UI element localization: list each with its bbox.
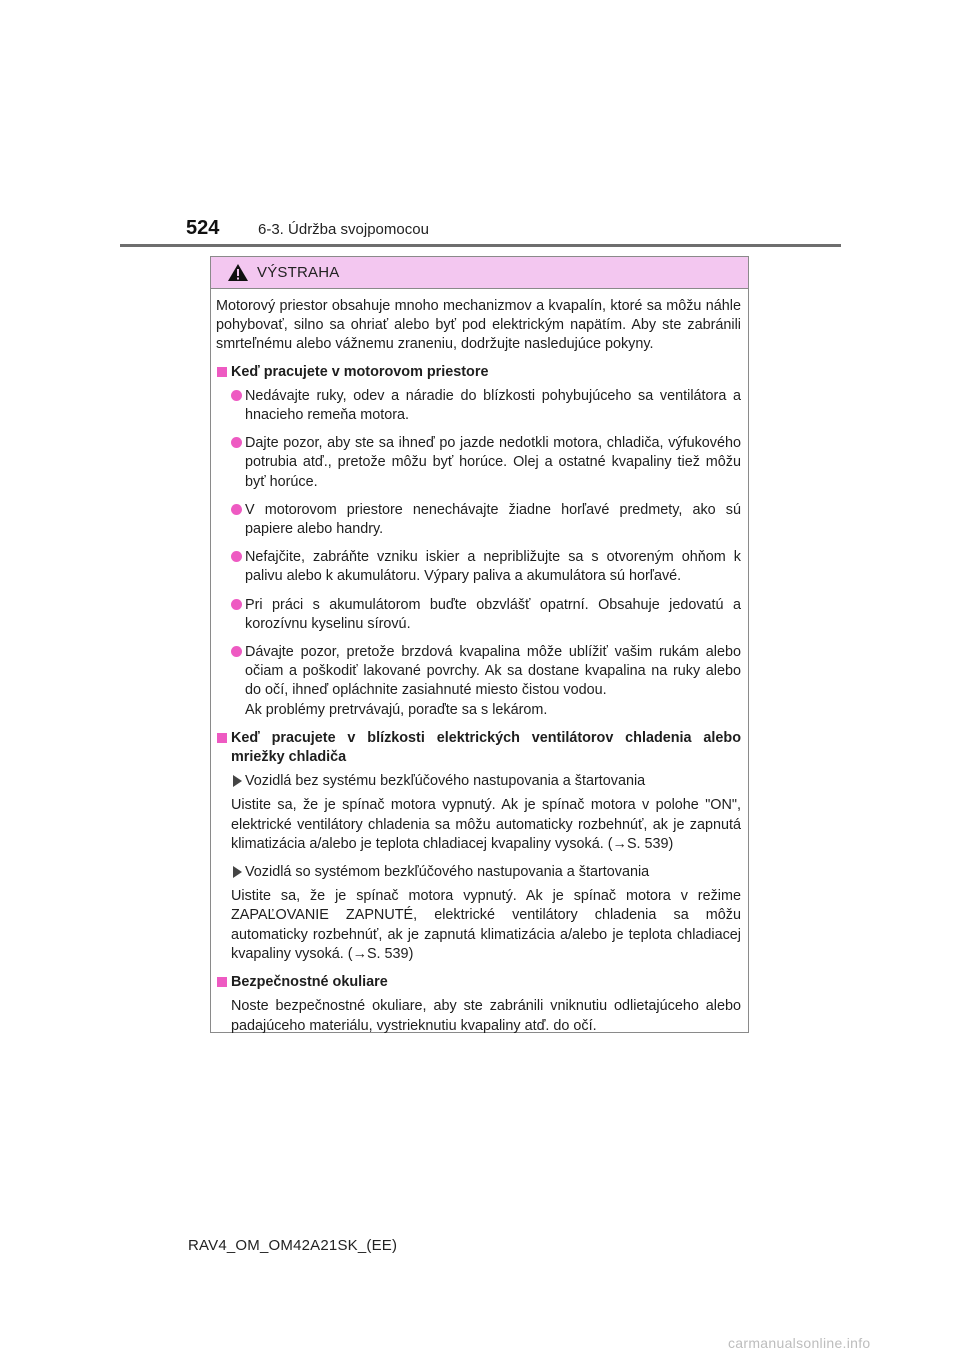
warning-triangle-icon xyxy=(227,263,249,282)
list-item-text: Nedávajte ruky, odev a náradie do blízkosti pohybujúceho sa ventilátora a hnacieho remeňa motora. xyxy=(245,387,741,424)
subheading xyxy=(216,772,741,791)
circle-bullet-icon xyxy=(231,437,242,448)
header-divider xyxy=(120,244,841,247)
square-bullet-icon xyxy=(217,367,227,377)
circle-bullet-icon xyxy=(231,599,242,610)
circle-bullet-icon xyxy=(231,646,242,657)
list-item-text: Dajte pozor, aby ste sa ihneď po jazde nedotkli motora, chladiča, výfukového potrubia atď., pretože môžu byť horúce. Olej a ostatné kvapaliny tiež môžu byť horúce. xyxy=(245,435,741,490)
list-item xyxy=(216,548,741,586)
list-item-text: Dávajte pozor, pretože brzdová kvapalina môže ublížiť vašim rukám alebo očiam a poškodiť lakované povrchy. Ak sa dostane kvapalina na ruky alebo do očí, ihneď opláchnite zasiahnuté miesto čistou vodou. xyxy=(245,644,741,699)
paragraph: Noste bezpečnostné okuliare, aby ste zabránili vniknutiu odlietajúceho alebo padajúceho materiálu, vystrieknutiu kvapaliny atď. do očí. xyxy=(231,998,741,1034)
subheading-text: Vozidlá bez systému bezkľúčového nastupovania a štartovania xyxy=(245,773,646,790)
square-bullet-icon xyxy=(217,733,227,743)
circle-bullet-icon xyxy=(231,390,242,401)
section-title: 6-3. Údržba svojpomocou xyxy=(258,221,429,238)
list-item xyxy=(216,596,741,634)
list-item xyxy=(216,434,741,492)
document-code: RAV4_OM_OM42A21SK_(EE) xyxy=(188,1237,398,1254)
section-heading-text: Keď pracujete v blízkosti elektrických ventilátorov chladenia alebo mriežky chladiča xyxy=(231,729,741,766)
paragraph: Uistite sa, že je spínač motora vypnutý. Ak je spínač motora v polohe "ON", elektrické ventilátory chladenia sa môžu automaticky rozbehnúť, ak je zapnutá klimatizácia a/alebo je teplota chladiacej kvapaliny vysoká. (→S. 539) xyxy=(231,797,741,852)
square-bullet-icon xyxy=(217,977,227,987)
list-item-extra: Ak problémy pretrvávajú, poraďte sa s lekárom. xyxy=(245,701,548,718)
section-heading-text: Bezpečnostné okuliare xyxy=(231,974,388,991)
list-item xyxy=(216,501,741,539)
list-item-text: Nefajčite, zabráňte vzniku iskier a nepribližujte sa s otvoreným ohňom k palivu alebo k akumulátoru. Výpary paliva a akumulátora sú horľavé. xyxy=(245,549,741,585)
warning-title: VÝSTRAHA xyxy=(257,264,340,281)
section-heading xyxy=(216,729,741,767)
section-heading-text: Keď pracujete v motorovom priestore xyxy=(231,363,489,380)
warning-intro: Motorový priestor obsahuje mnoho mechanizmov a kvapalín, ktoré sa môžu náhle pohybovať, silno sa ohriať alebo byť pod elektrickým napätím. Aby ste zabránili smrteľnému alebo vážnemu zraneniu, dodržujte nasledujúce pokyny. xyxy=(216,298,741,353)
paragraph: Uistite sa, že je spínač motora vypnutý. Ak je spínač motora v režime ZAPAĽOVANIE ZAPNUTÉ, elektrické ventilátory chladenia sa môžu automaticky rozbehnúť, ak je zapnutá klimatizácia a/alebo je teplota chladiacej kvapaliny vysoká. (→S. 539) xyxy=(231,888,741,962)
subheading-text: Vozidlá so systémom bezkľúčového nastupovania a štartovania xyxy=(245,864,650,881)
triangle-right-icon xyxy=(233,775,242,787)
warning-body xyxy=(211,289,748,1036)
warning-box xyxy=(210,256,749,1033)
section-heading xyxy=(216,363,741,382)
circle-bullet-icon xyxy=(231,504,242,515)
list-item-text: Pri práci s akumulátorom buďte obzvlášť opatrní. Obsahuje jedovatú a korozívnu kyselinu sírovú. xyxy=(245,596,741,632)
warning-header xyxy=(211,257,748,289)
circle-bullet-icon xyxy=(231,551,242,562)
section-heading xyxy=(216,973,741,992)
subheading xyxy=(216,863,741,882)
triangle-right-icon xyxy=(233,866,242,878)
list-item xyxy=(216,643,741,720)
watermark: carmanualsonline.info xyxy=(728,1335,871,1351)
list-item xyxy=(216,387,741,425)
list-item-text: V motorovom priestore nenechávajte žiadne horľavé predmety, ako sú papiere alebo handry. xyxy=(245,501,741,538)
page-number: 524 xyxy=(186,217,220,239)
